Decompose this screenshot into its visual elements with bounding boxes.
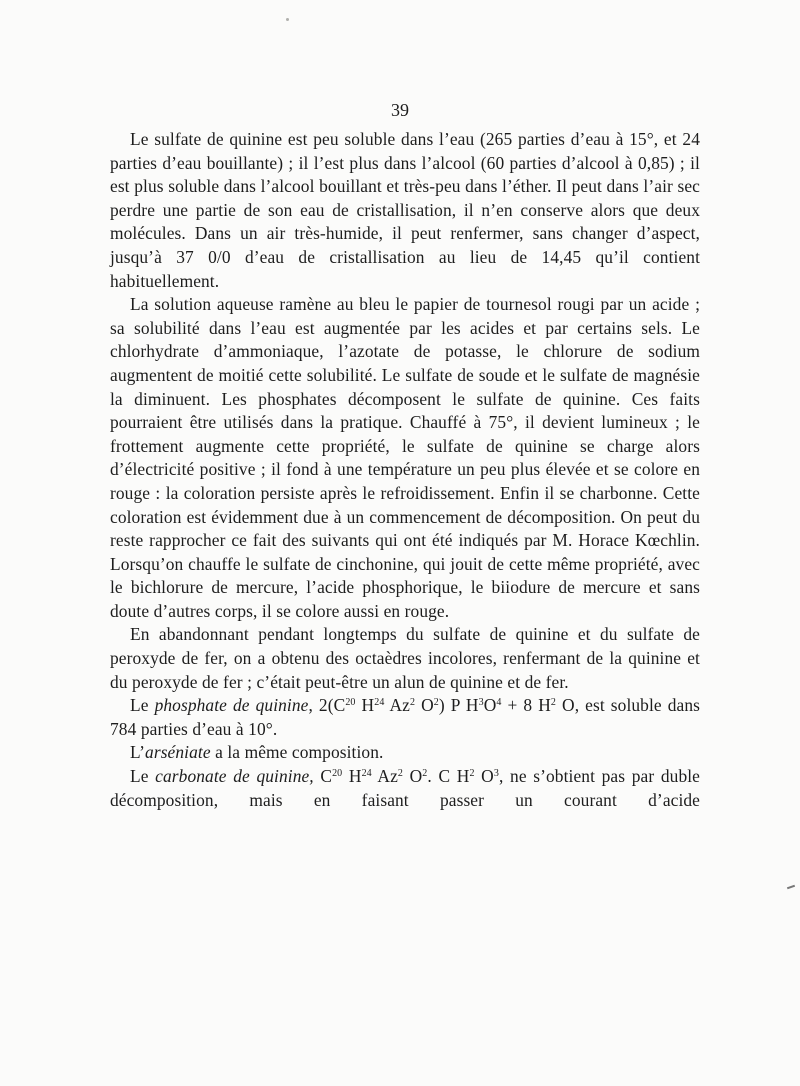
formula-part: Az bbox=[371, 766, 398, 787]
text-run: a la même composition. bbox=[210, 742, 384, 763]
text-run: L’ bbox=[130, 742, 146, 763]
formula-superscript: 2 bbox=[469, 768, 475, 780]
formula-superscript: 24 bbox=[361, 768, 372, 780]
compound-name: arséniate bbox=[145, 742, 211, 763]
formula-superscript: 20 bbox=[345, 697, 356, 709]
formula-part: , 2(C bbox=[308, 695, 346, 716]
formula-part: O bbox=[483, 695, 497, 716]
formula-part: O bbox=[474, 766, 494, 787]
formula-part: ) P H bbox=[438, 695, 479, 716]
formula-superscript: 2 bbox=[550, 697, 557, 709]
paragraph-phosphate bbox=[110, 694, 700, 741]
formula-part: O bbox=[403, 766, 423, 787]
formula-superscript: 2 bbox=[409, 697, 416, 709]
formula-part: O bbox=[415, 695, 434, 716]
formula-part: H bbox=[355, 695, 375, 716]
formula-part: + 8 H bbox=[501, 695, 551, 716]
text-run: Le bbox=[130, 695, 155, 716]
paragraph-carbonate bbox=[110, 765, 700, 812]
text-run: Le bbox=[130, 766, 156, 787]
formula-superscript: 2 bbox=[422, 768, 428, 780]
page-number: 39 bbox=[391, 100, 409, 120]
formula-superscript: 3 bbox=[493, 768, 499, 780]
margin-mark bbox=[787, 885, 795, 890]
text-run: , ne s’obtient pas par duble décomposition, mais en faisant passer un courant d’acide bbox=[110, 766, 700, 810]
paragraph-arseniate bbox=[110, 741, 700, 765]
formula-superscript: 24 bbox=[374, 697, 385, 709]
paragraph-solubility: Le sulfate de quinine est peu soluble dans l’eau (265 parties d’eau à 15°, et 24 parties d’eau bouillante) ; il l’est plus dans l’alcool (60 parties d’alcool à 0,85) ; il est plus soluble dans l’alcool bouillant et très-peu dans l’éther. Il peut dans l’air sec perdre une partie de son eau de cristallisation, il n’en conserve alors que deux molécules. Dans un air très-humide, il peut renfermer, sans changer d’aspect, jusqu’à 37 0/0 d’eau de cristallisation au lieu de 14,45 qu’il contient habituellement. bbox=[110, 129, 700, 291]
formula-part: Az bbox=[384, 695, 410, 716]
formula-part: H bbox=[342, 766, 362, 787]
formula-superscript: 2 bbox=[433, 697, 439, 709]
compound-name: carbonate de quinine, bbox=[155, 766, 314, 787]
body-text bbox=[110, 128, 700, 812]
formula-superscript: 2 bbox=[397, 768, 404, 780]
paper-speck bbox=[286, 18, 289, 21]
formula-superscript: 20 bbox=[332, 768, 343, 780]
paragraph-properties: La solution aqueuse ramène au bleu le papier de tournesol rougi par un acide ; sa solubilité dans l’eau est augmentée par les acides et par certains sels. Le chlorhydrate d’ammoniaque, l’azotate de potasse, le chlorure de sodium augmentent de moitié cette solubilité. Le sulfate de soude et le sulfate de magnésie la diminuent. Les phosphates décomposent le sulfate de quinine. Ces faits pourraient être utilisés dans la pratique. Chauffé à 75°, il devient lumineux ; le frottement augmente cette propriété, le sulfate de quinine se charge alors d’électricité positive ; il fond à une température un peu plus élevée et se colore en rouge : la coloration persiste après le refroidissement. Enfin il se charbonne. Cette coloration est évidemment due à un commencement de décomposition. On peut du reste rapprocher ce fait des suivants qui ont été indiqués par M. Horace Kœchlin. Lorsqu’on chauffe le sulfate de cinchonine, qui jouit de cette même propriété, avec le bichlorure de mercure, l’acide phosphorique, le biiodure de mercure et sans doute d’autres corps, il se colore aussi en rouge. bbox=[110, 294, 700, 621]
paragraph-alum: En abandonnant pendant longtemps du sulfate de quinine et du sulfate de peroxyde de fer, on a obtenu des octaèdres incolores, renfermant de la quinine et du peroxyde de fer ; c’était peut-être un alun de quinine et de fer. bbox=[110, 624, 700, 692]
formula-part: . C H bbox=[427, 766, 470, 787]
text-run: O, est soluble dans 784 parties d’eau à 10°. bbox=[110, 695, 701, 739]
formula-superscript: 3 bbox=[478, 697, 484, 709]
compound-name: phosphate de quinine bbox=[154, 695, 309, 716]
formula-superscript: 4 bbox=[496, 697, 502, 709]
formula-part: C bbox=[313, 766, 333, 787]
